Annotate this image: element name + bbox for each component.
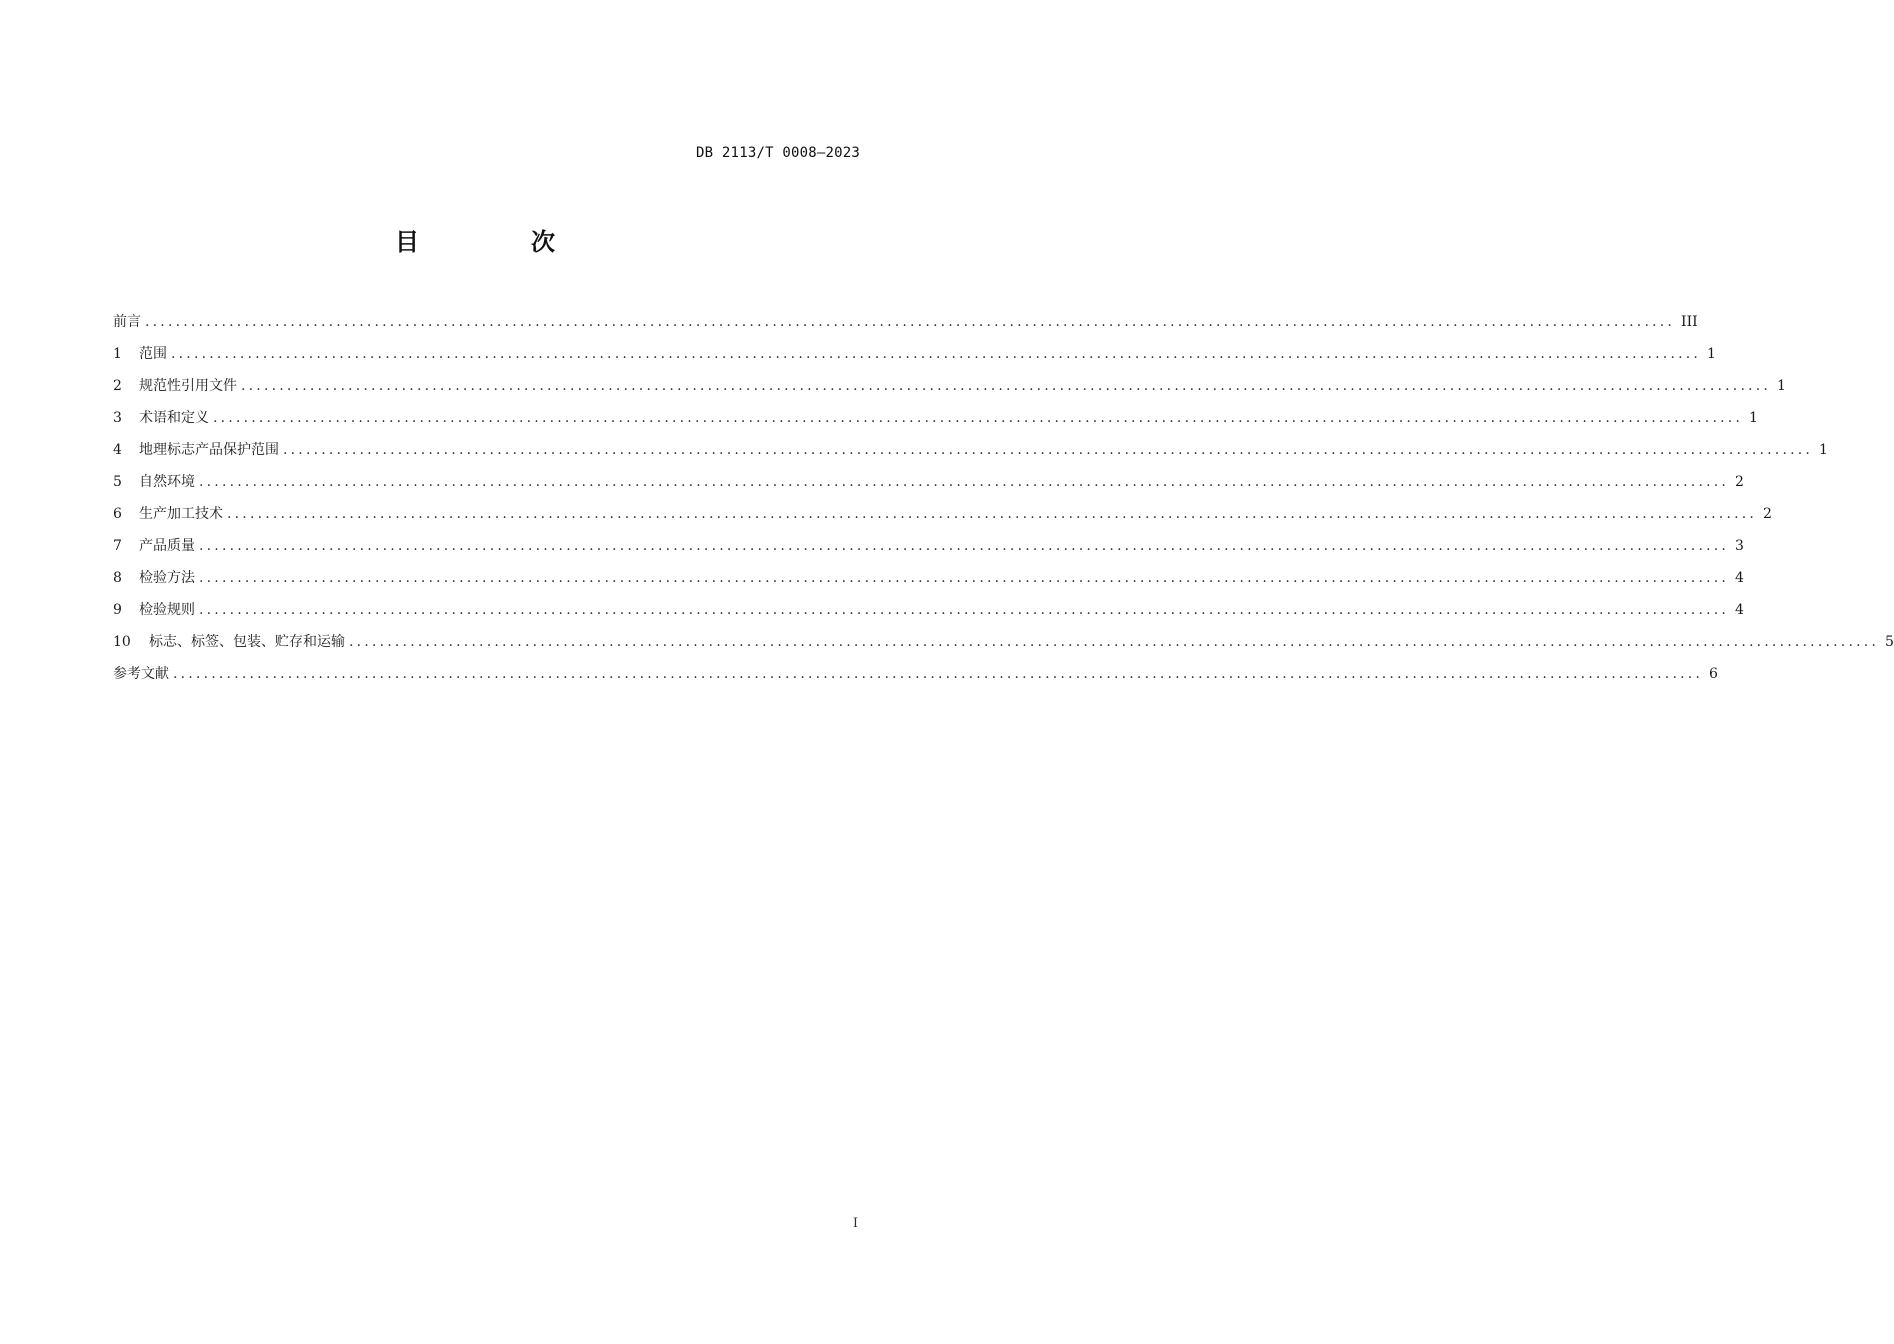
toc-entry-label: 地理标志产品保护范围: [139, 442, 279, 458]
page-title: 目 次: [395, 228, 599, 256]
toc-entry-inspection-rules[interactable]: [113, 597, 1744, 629]
toc-entry-number: 3: [113, 410, 122, 426]
toc-entry-page: 2: [1735, 474, 1744, 490]
toc-entry-marking-packaging[interactable]: [113, 629, 1894, 661]
toc-entry-label: 术语和定义: [139, 410, 209, 426]
toc-entry-label: 检验方法: [139, 570, 195, 586]
toc-entry-number: 5: [113, 474, 122, 490]
toc-entry-number: 9: [113, 602, 122, 618]
toc-entry-number: 4: [113, 442, 122, 458]
toc-entry-page: 1: [1777, 378, 1786, 394]
toc-leader-dots: ........................................................................................................................................................................................................: [199, 474, 1730, 490]
toc-entry-label: 生产加工技术: [139, 506, 223, 522]
toc-entry-label: 标志、标签、包装、贮存和运输: [149, 634, 345, 650]
toc-entry-page: 1: [1707, 346, 1716, 362]
toc-entry-number: 2: [113, 378, 122, 394]
toc-entry-number: 10: [113, 634, 131, 650]
toc-entry-product-quality[interactable]: [113, 533, 1744, 565]
toc-leader-dots: ........................................................................................................................................................................................................: [173, 666, 1704, 682]
toc-entry-page: 5: [1885, 634, 1894, 650]
toc-entry-page: 6: [1709, 666, 1718, 682]
toc-leader-dots: ........................................................................................................................................................................................................: [349, 634, 1880, 650]
toc-leader-dots: ........................................................................................................................................................................................................: [241, 378, 1772, 394]
toc-entry-page: 1: [1819, 442, 1828, 458]
table-of-contents: [113, 309, 1894, 693]
toc-entry-label: 前言: [113, 314, 141, 330]
page-number: I: [852, 1216, 858, 1231]
toc-leader-dots: ........................................................................................................................................................................................................: [171, 346, 1702, 362]
document-code: DB 2113/T 0008—2023: [696, 145, 860, 161]
toc-entry-protection-area[interactable]: [113, 437, 1828, 469]
toc-leader-dots: ........................................................................................................................................................................................................: [199, 602, 1730, 618]
toc-entry-label: 参考文献: [113, 666, 169, 682]
toc-entry-scope[interactable]: [113, 341, 1716, 373]
toc-entry-label: 规范性引用文件: [139, 378, 237, 394]
toc-entry-bibliography[interactable]: [113, 661, 1718, 693]
toc-entry-number: 6: [113, 506, 122, 522]
toc-entry-page: 4: [1735, 602, 1744, 618]
toc-entry-foreword[interactable]: [113, 309, 1698, 341]
toc-entry-page: III: [1681, 314, 1698, 330]
toc-entry-number: 8: [113, 570, 122, 586]
toc-leader-dots: ........................................................................................................................................................................................................: [199, 538, 1730, 554]
toc-leader-dots: ........................................................................................................................................................................................................: [199, 570, 1730, 586]
toc-entry-natural-environment[interactable]: [113, 469, 1744, 501]
toc-entry-page: 4: [1735, 570, 1744, 586]
toc-entry-page: 1: [1749, 410, 1758, 426]
toc-leader-dots: ........................................................................................................................................................................................................: [283, 442, 1814, 458]
toc-entry-page: 3: [1735, 538, 1744, 554]
toc-entry-number: 1: [113, 346, 122, 362]
toc-entry-number: 7: [113, 538, 122, 554]
toc-entry-label: 自然环境: [139, 474, 195, 490]
toc-entry-test-methods[interactable]: [113, 565, 1744, 597]
toc-entry-terms-definitions[interactable]: [113, 405, 1758, 437]
toc-entry-label: 范围: [139, 346, 167, 362]
toc-entry-production-processing[interactable]: [113, 501, 1772, 533]
toc-entry-label: 检验规则: [139, 602, 195, 618]
toc-entry-page: 2: [1763, 506, 1772, 522]
toc-entry-normative-references[interactable]: [113, 373, 1786, 405]
toc-leader-dots: ........................................................................................................................................................................................................: [145, 314, 1676, 330]
toc-entry-label: 产品质量: [139, 538, 195, 554]
toc-leader-dots: ........................................................................................................................................................................................................: [213, 410, 1744, 426]
toc-leader-dots: ........................................................................................................................................................................................................: [227, 506, 1758, 522]
